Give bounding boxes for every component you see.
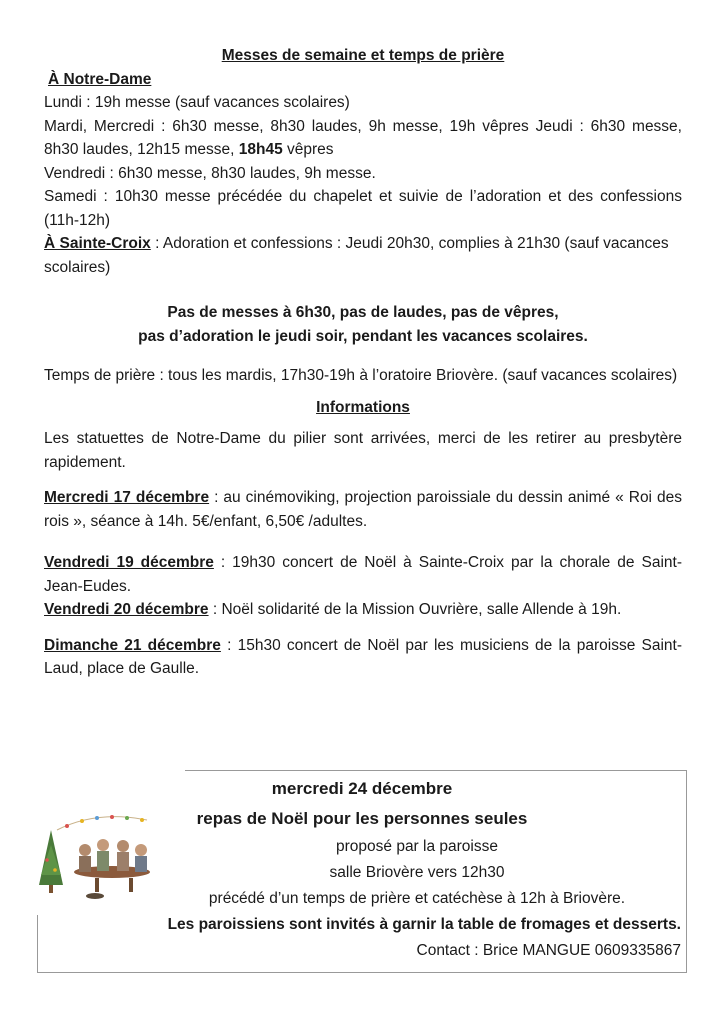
holiday-notice [44, 301, 682, 348]
event-text: : 15h30 concert de Noël par les musiciens de la paroisse Saint-Laud, place de Gaulle. [44, 636, 682, 677]
schedule-samedi: Samedi : 10h30 messe précédée du chapelet et suivie de l’adoration et des confessions (11h-12h) [44, 188, 682, 229]
prayer-time: Temps de prière : tous les mardis, 17h30-19h à l’oratoire Briovère. (sauf vacances scolaires) [44, 367, 678, 384]
meal-location: salle Briovère vers 12h30 [329, 864, 505, 881]
event-item [44, 551, 682, 598]
page-title: Messes de semaine et temps de prière [221, 47, 505, 64]
meal-date: mercredi 24 décembre [271, 779, 453, 798]
event-date: Mercredi 17 décembre [44, 489, 210, 506]
meal-organizer: proposé par la paroisse [336, 838, 498, 855]
box-content [37, 774, 687, 964]
event-date: Vendredi 20 décembre [44, 601, 209, 618]
christmas-meal-box [37, 770, 687, 973]
bulletin-page [44, 44, 682, 681]
schedule-lundi: Lundi : 19h messe (sauf vacances scolaires) [44, 94, 350, 111]
event-text: : au cinémoviking, projection paroissiale du dessin animé « Roi des rois », séance à 14h. 5€/enfant, 6,50€ /adultes. [44, 489, 682, 530]
meal-invitation: Les paroissiens sont invités à garnir la table de fromages et desserts. [167, 916, 681, 933]
notre-dame-heading: À Notre-Dame [48, 70, 152, 88]
sainte-croix-heading: À Sainte-Croix [44, 235, 151, 252]
schedule-vendredi: Vendredi : 6h30 messe, 8h30 laudes, 9h messe. [44, 164, 376, 182]
event-text: : 19h30 concert de Noël à Sainte-Croix par la chorale de Saint-Jean-Eudes. [44, 554, 682, 595]
schedule-mardi [44, 115, 682, 162]
meal-contact: Contact : Brice MANGUE 0609335867 [416, 942, 681, 959]
meal-prayer: précédé d’un temps de prière et catéchèse à 12h à Briovère. [208, 890, 626, 907]
event-item [44, 598, 682, 622]
event-text: : Noël solidarité de la Mission Ouvrière, salle Allende à 19h. [208, 601, 622, 618]
event-item [44, 634, 682, 681]
holiday-notice-line1: Pas de messes à 6h30, pas de laudes, pas de vêpres, [167, 304, 559, 321]
schedule-vepres-label: vêpres [282, 141, 334, 158]
event-date: Dimanche 21 décembre [44, 636, 221, 654]
box-border-bottom [37, 972, 687, 973]
sainte-croix-text: : Adoration et confessions : Jeudi 20h30, complies à 21h30 (sauf vacances scolaires) [44, 235, 669, 276]
holiday-notice-line2: pas d’adoration le jeudi soir, pendant les vacances scolaires. [138, 327, 588, 345]
schedule-mardi-text: Mardi, Mercredi : 6h30 messe, 8h30 laudes, 9h messe, 19h vêpres Jeudi : 6h30 messe, 8h30 laudes, 12h15 messe, [44, 117, 682, 158]
statuettes-notice: Les statuettes de Notre-Dame du pilier sont arrivées, merci de les retirer au presbytère rapidement. [44, 430, 682, 471]
sainte-croix-schedule [44, 232, 682, 279]
box-border-top [185, 770, 687, 771]
schedule-vepres-time: 18h45 [238, 141, 283, 158]
informations-title: Informations [316, 398, 410, 416]
meal-title: repas de Noël pour les personnes seules [196, 809, 528, 828]
event-date: Vendredi 19 décembre [44, 554, 214, 571]
event-item [44, 486, 682, 533]
